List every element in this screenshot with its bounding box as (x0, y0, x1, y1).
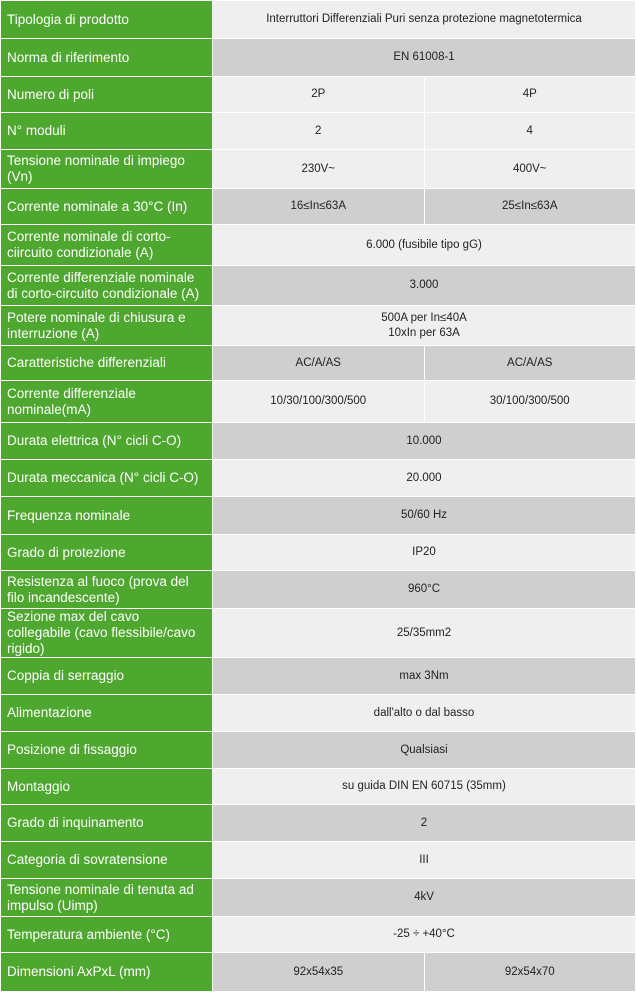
row-label: Corrente nominale di corto-ciircuito condizionale (A) (1, 225, 213, 266)
table-row (1, 953, 636, 992)
row-value: 50/60 Hz (213, 497, 636, 535)
table-row (1, 381, 636, 423)
table-row (1, 346, 636, 381)
row-label: Temperatura ambiente (°C) (1, 917, 213, 953)
row-value: -25 ÷ +40°C (213, 917, 636, 953)
table-row (1, 805, 636, 842)
row-label: Corrente differenziale nominale(mA) (1, 381, 213, 423)
row-value: 2 (213, 113, 425, 150)
row-label: Categoria di sovratensione (1, 842, 213, 879)
row-value: 3.000 (213, 266, 636, 306)
row-value: 10/30/100/300/500 (213, 381, 425, 423)
row-value: AC/A/AS (213, 346, 425, 381)
table-row (1, 189, 636, 225)
row-label: Montaggio (1, 769, 213, 805)
row-label: Grado di inquinamento (1, 805, 213, 842)
row-label: Tensione nominale di impiego (Vn) (1, 150, 213, 189)
table-row (1, 150, 636, 189)
row-label: Tipologia di prodotto (1, 1, 213, 39)
row-label: Corrente nominale a 30°C (In) (1, 189, 213, 225)
row-label: Caratteristiche differenziali (1, 346, 213, 381)
row-value: 960°C (213, 571, 636, 609)
row-value: AC/A/AS (424, 346, 636, 381)
row-value: max 3Nm (213, 658, 636, 695)
row-label: N° moduli (1, 113, 213, 150)
table-row (1, 535, 636, 571)
table-row (1, 497, 636, 535)
row-label: Numero di poli (1, 77, 213, 113)
row-value: 30/100/300/500 (424, 381, 636, 423)
row-value: 92x54x70 (424, 953, 636, 992)
table-row (1, 842, 636, 879)
row-value: 16≤In≤63A (213, 189, 425, 225)
row-value: 2 (213, 805, 636, 842)
row-value: III (213, 842, 636, 879)
row-label: Potere nominale di chiusura e interruzione (A) (1, 306, 213, 346)
row-label: Resistenza al fuoco (prova del filo incandescente) (1, 571, 213, 609)
row-value: dall'alto o dal basso (213, 695, 636, 732)
row-value: 500A per In≤40A 10xIn per 63A (213, 306, 636, 346)
row-label: Durata elettrica (N° cicli C-O) (1, 423, 213, 460)
row-value: 4kV (213, 879, 636, 917)
table-row (1, 306, 636, 346)
row-label: Coppia di serraggio (1, 658, 213, 695)
table-row (1, 460, 636, 497)
row-value: 4P (424, 77, 636, 113)
table-row (1, 423, 636, 460)
row-value: 230V~ (213, 150, 425, 189)
row-value: 25/35mm2 (213, 609, 636, 658)
table-row (1, 695, 636, 732)
table-row (1, 609, 636, 658)
row-label: Frequenza nominale (1, 497, 213, 535)
table-row (1, 879, 636, 917)
table-row (1, 917, 636, 953)
row-label: Grado di protezione (1, 535, 213, 571)
row-label: Sezione max del cavo collegabile (cavo flessibile/cavo rigido) (1, 609, 213, 658)
table-row (1, 77, 636, 113)
table-row (1, 658, 636, 695)
row-label: Posizione di fissaggio (1, 732, 213, 769)
row-value: 10.000 (213, 423, 636, 460)
row-value: su guida DIN EN 60715 (35mm) (213, 769, 636, 805)
table-row (1, 769, 636, 805)
table-row (1, 732, 636, 769)
row-value: 2P (213, 77, 425, 113)
table-row (1, 571, 636, 609)
row-value: EN 61008-1 (213, 39, 636, 77)
row-value: Qualsiasi (213, 732, 636, 769)
row-label: Corrente differenziale nominale di corto-circuito condizionale (A) (1, 266, 213, 306)
table-row (1, 225, 636, 266)
row-label: Dimensioni AxPxL (mm) (1, 953, 213, 992)
row-label: Alimentazione (1, 695, 213, 732)
row-value: Interruttori Differenziali Puri senza protezione magnetotermica (213, 1, 636, 39)
row-value: 20.000 (213, 460, 636, 497)
row-value: 6.000 (fusibile tipo gG) (213, 225, 636, 266)
row-value: 400V~ (424, 150, 636, 189)
row-value: 4 (424, 113, 636, 150)
row-label: Durata meccanica (N° cicli C-O) (1, 460, 213, 497)
table-row (1, 1, 636, 39)
row-value: IP20 (213, 535, 636, 571)
row-value: 92x54x35 (213, 953, 425, 992)
row-value: 25≤In≤63A (424, 189, 636, 225)
table-row (1, 113, 636, 150)
row-label: Tensione nominale di tenuta ad impulso (Uimp) (1, 879, 213, 917)
table-row (1, 266, 636, 306)
spec-table-body (1, 1, 636, 992)
table-row (1, 39, 636, 77)
row-label: Norma di riferimento (1, 39, 213, 77)
